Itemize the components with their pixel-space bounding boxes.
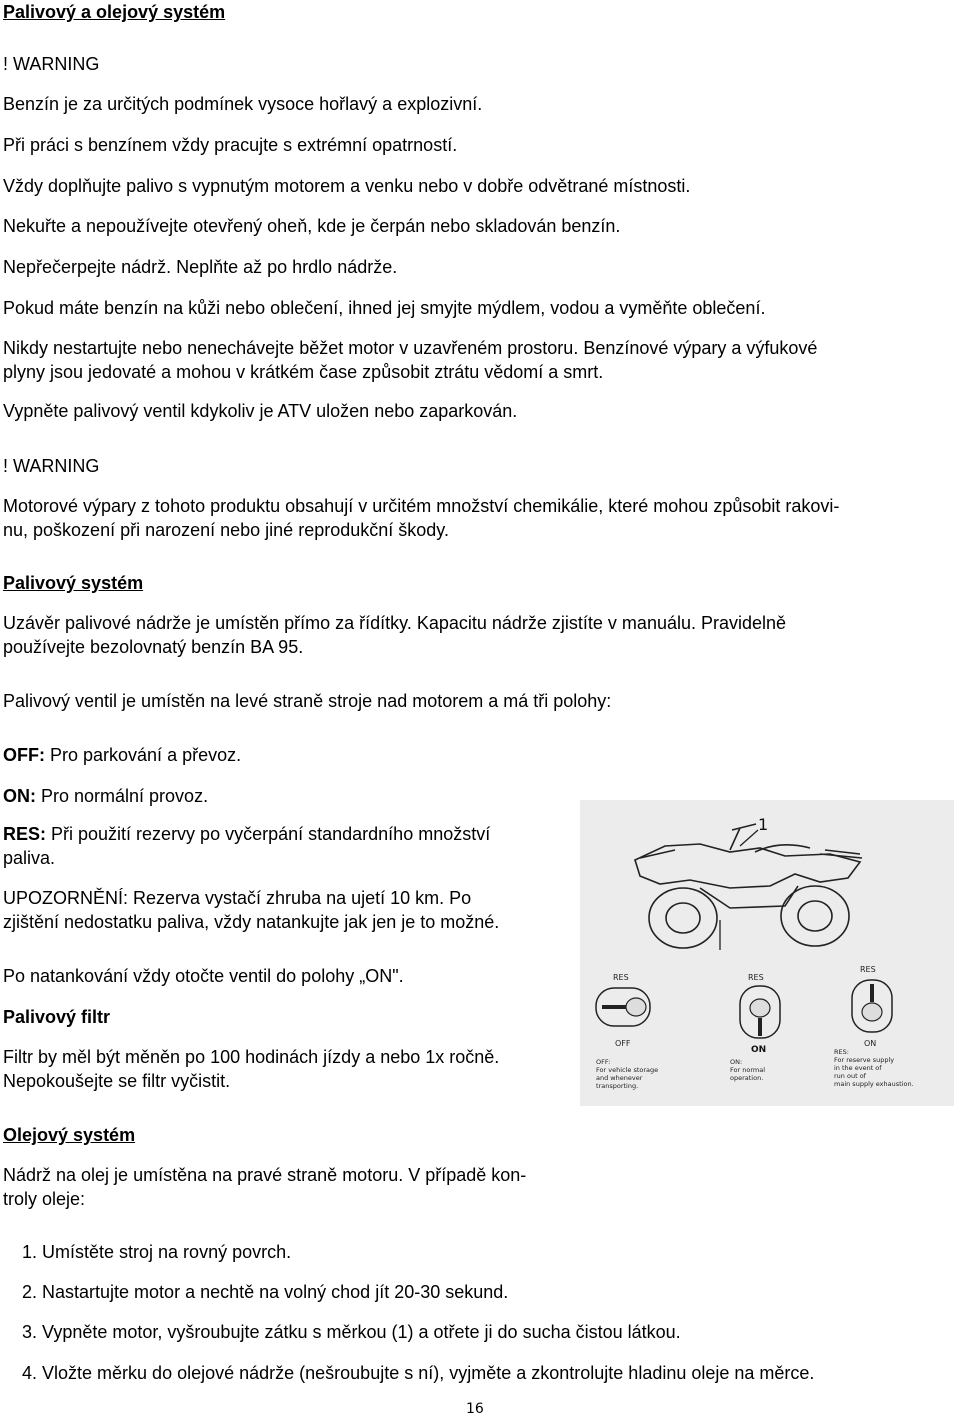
valve-caption: operation. bbox=[730, 1074, 764, 1082]
warning-line: Nepřečerpejte nádrž. Neplňte až po hrdlo nádrže. bbox=[3, 257, 398, 277]
paragraph-line: Po natankování vždy otočte ventil do polohy „ON". bbox=[3, 966, 404, 986]
warning-line: Nekuřte a nepoužívejte otevřený oheň, kde je čerpán nebo skladován benzín. bbox=[3, 216, 621, 236]
atv-illustration bbox=[635, 824, 862, 950]
page-title: Palivový a olejový systém bbox=[3, 2, 226, 22]
valve-label: RES bbox=[748, 973, 764, 982]
valve-caption: RES: bbox=[834, 1048, 849, 1056]
valve-label: ON bbox=[864, 1039, 877, 1048]
valve-caption: main supply exhaustion. bbox=[834, 1080, 914, 1088]
paragraph-line: Palivový ventil je umístěn na levé straně stroje nad motorem a má tři polohy: bbox=[3, 691, 612, 711]
paragraph-line: Uzávěr palivové nádrže je umístěn přímo za řídítky. Kapacitu nádrže zjistíte v manuálu. Pravidelně bbox=[3, 613, 787, 633]
paragraph-line: troly oleje: bbox=[3, 1189, 86, 1209]
paragraph-line: používejte bezolovnatý benzín BA 95. bbox=[3, 637, 304, 657]
valve-desc: Pro normální provoz. bbox=[36, 786, 209, 806]
warning-line: nu, poškození při narození nebo jiné reprodukční škody. bbox=[3, 520, 449, 540]
valve-label: RES bbox=[860, 965, 876, 974]
warning-label: ! WARNING bbox=[3, 456, 100, 476]
callout-number: 1 bbox=[758, 815, 769, 834]
warning-label: ! WARNING bbox=[3, 54, 100, 74]
valve-label: OFF bbox=[615, 1039, 631, 1048]
list-item: 3. Vypněte motor, vyšroubujte zátku s měrkou (1) a otřete ji do sucha čistou látkou. bbox=[22, 1322, 681, 1342]
warning-line: Při práci s benzínem vždy pracujte s extrémní opatrností. bbox=[3, 135, 458, 155]
valve-position-res bbox=[3, 822, 490, 846]
section-heading-fuel-filter: Palivový filtr bbox=[3, 1007, 111, 1027]
valve-key: OFF: bbox=[3, 745, 45, 765]
valve-desc: Pro parkování a převoz. bbox=[45, 745, 242, 765]
list-item: 2. Nastartujte motor a nechtě na volný chod jít 20-30 sekund. bbox=[22, 1282, 509, 1302]
warning-line: Vypněte palivový ventil kdykoliv je ATV uložen nebo zaparkován. bbox=[3, 401, 518, 421]
valve-key: ON: bbox=[3, 786, 36, 806]
valve-caption: ON: bbox=[730, 1058, 743, 1066]
valve-label: RES bbox=[613, 973, 629, 982]
valve-res-illustration bbox=[834, 965, 914, 1088]
valve-caption: and whenever bbox=[596, 1074, 643, 1082]
list-item: 1. Umístěte stroj na rovný povrch. bbox=[22, 1242, 292, 1262]
warning-line: Nikdy nestartujte nebo nenechávejte běžet motor v uzavřeném prostoru. Benzínové výpary a výfukové bbox=[3, 338, 818, 358]
valve-caption: in the event of bbox=[834, 1064, 882, 1072]
valve-caption: For vehicle storage bbox=[596, 1066, 659, 1074]
warning-line: plyny jsou jedovaté a mohou v krátkém čase způsobit ztrátu vědomí a smrt. bbox=[3, 362, 604, 382]
notice-line: UPOZORNĚNÍ: Rezerva vystačí zhruba na ujetí 10 km. Po bbox=[3, 888, 472, 908]
section-heading-oil-system: Olejový systém bbox=[3, 1125, 136, 1145]
valve-caption: For normal bbox=[730, 1066, 765, 1074]
valve-off-illustration bbox=[596, 973, 658, 1090]
warning-line: Vždy doplňujte palivo s vypnutým motorem a venku nebo v dobře odvětrané místnosti. bbox=[3, 176, 691, 196]
list-item: 4. Vložte měrku do olejové nádrže (nešroubujte s ní), vyjměte a zkontrolujte hladinu oleje na měrce. bbox=[22, 1363, 815, 1383]
paragraph-line: Filtr by měl být měněn po 100 hodinách jízdy a nebo 1x ročně. bbox=[3, 1047, 500, 1067]
warning-line: Benzín je za určitých podmínek vysoce hořlavý a explozivní. bbox=[3, 94, 483, 114]
page-number: 16 bbox=[466, 1401, 484, 1417]
warning-line: Pokud máte benzín na kůži nebo oblečení, ihned jej smyjte mýdlem, vodou a vyměňte oblečení. bbox=[3, 298, 766, 318]
valve-caption: transporting. bbox=[596, 1082, 639, 1090]
paragraph-line: paliva. bbox=[3, 848, 56, 868]
valve-position-off bbox=[3, 743, 241, 767]
fuel-valve-figure bbox=[580, 800, 954, 1106]
section-heading-fuel-system: Palivový systém bbox=[3, 573, 144, 593]
warning-line: Motorové výpary z tohoto produktu obsahují v určitém množství chemikálie, které mohou způsobit rakovi- bbox=[3, 496, 840, 516]
valve-caption: For reserve supply bbox=[834, 1056, 895, 1064]
paragraph-line: Nádrž na olej je umístěna na pravé straně motoru. V případě kon- bbox=[3, 1165, 527, 1185]
valve-position-on bbox=[3, 784, 208, 808]
valve-caption: OFF: bbox=[596, 1058, 611, 1066]
valve-label: ON bbox=[751, 1045, 767, 1055]
paragraph-line: Nepokoušejte se filtr vyčistit. bbox=[3, 1071, 231, 1091]
valve-caption: run out of bbox=[834, 1072, 866, 1080]
notice-line: zjištění nedostatku paliva, vždy natankujte jak jen je to možné. bbox=[3, 912, 500, 932]
valve-on-illustration bbox=[730, 973, 780, 1082]
valve-desc: Při použití rezervy po vyčerpání standardního množství bbox=[46, 824, 491, 844]
valve-key: RES: bbox=[3, 824, 47, 844]
